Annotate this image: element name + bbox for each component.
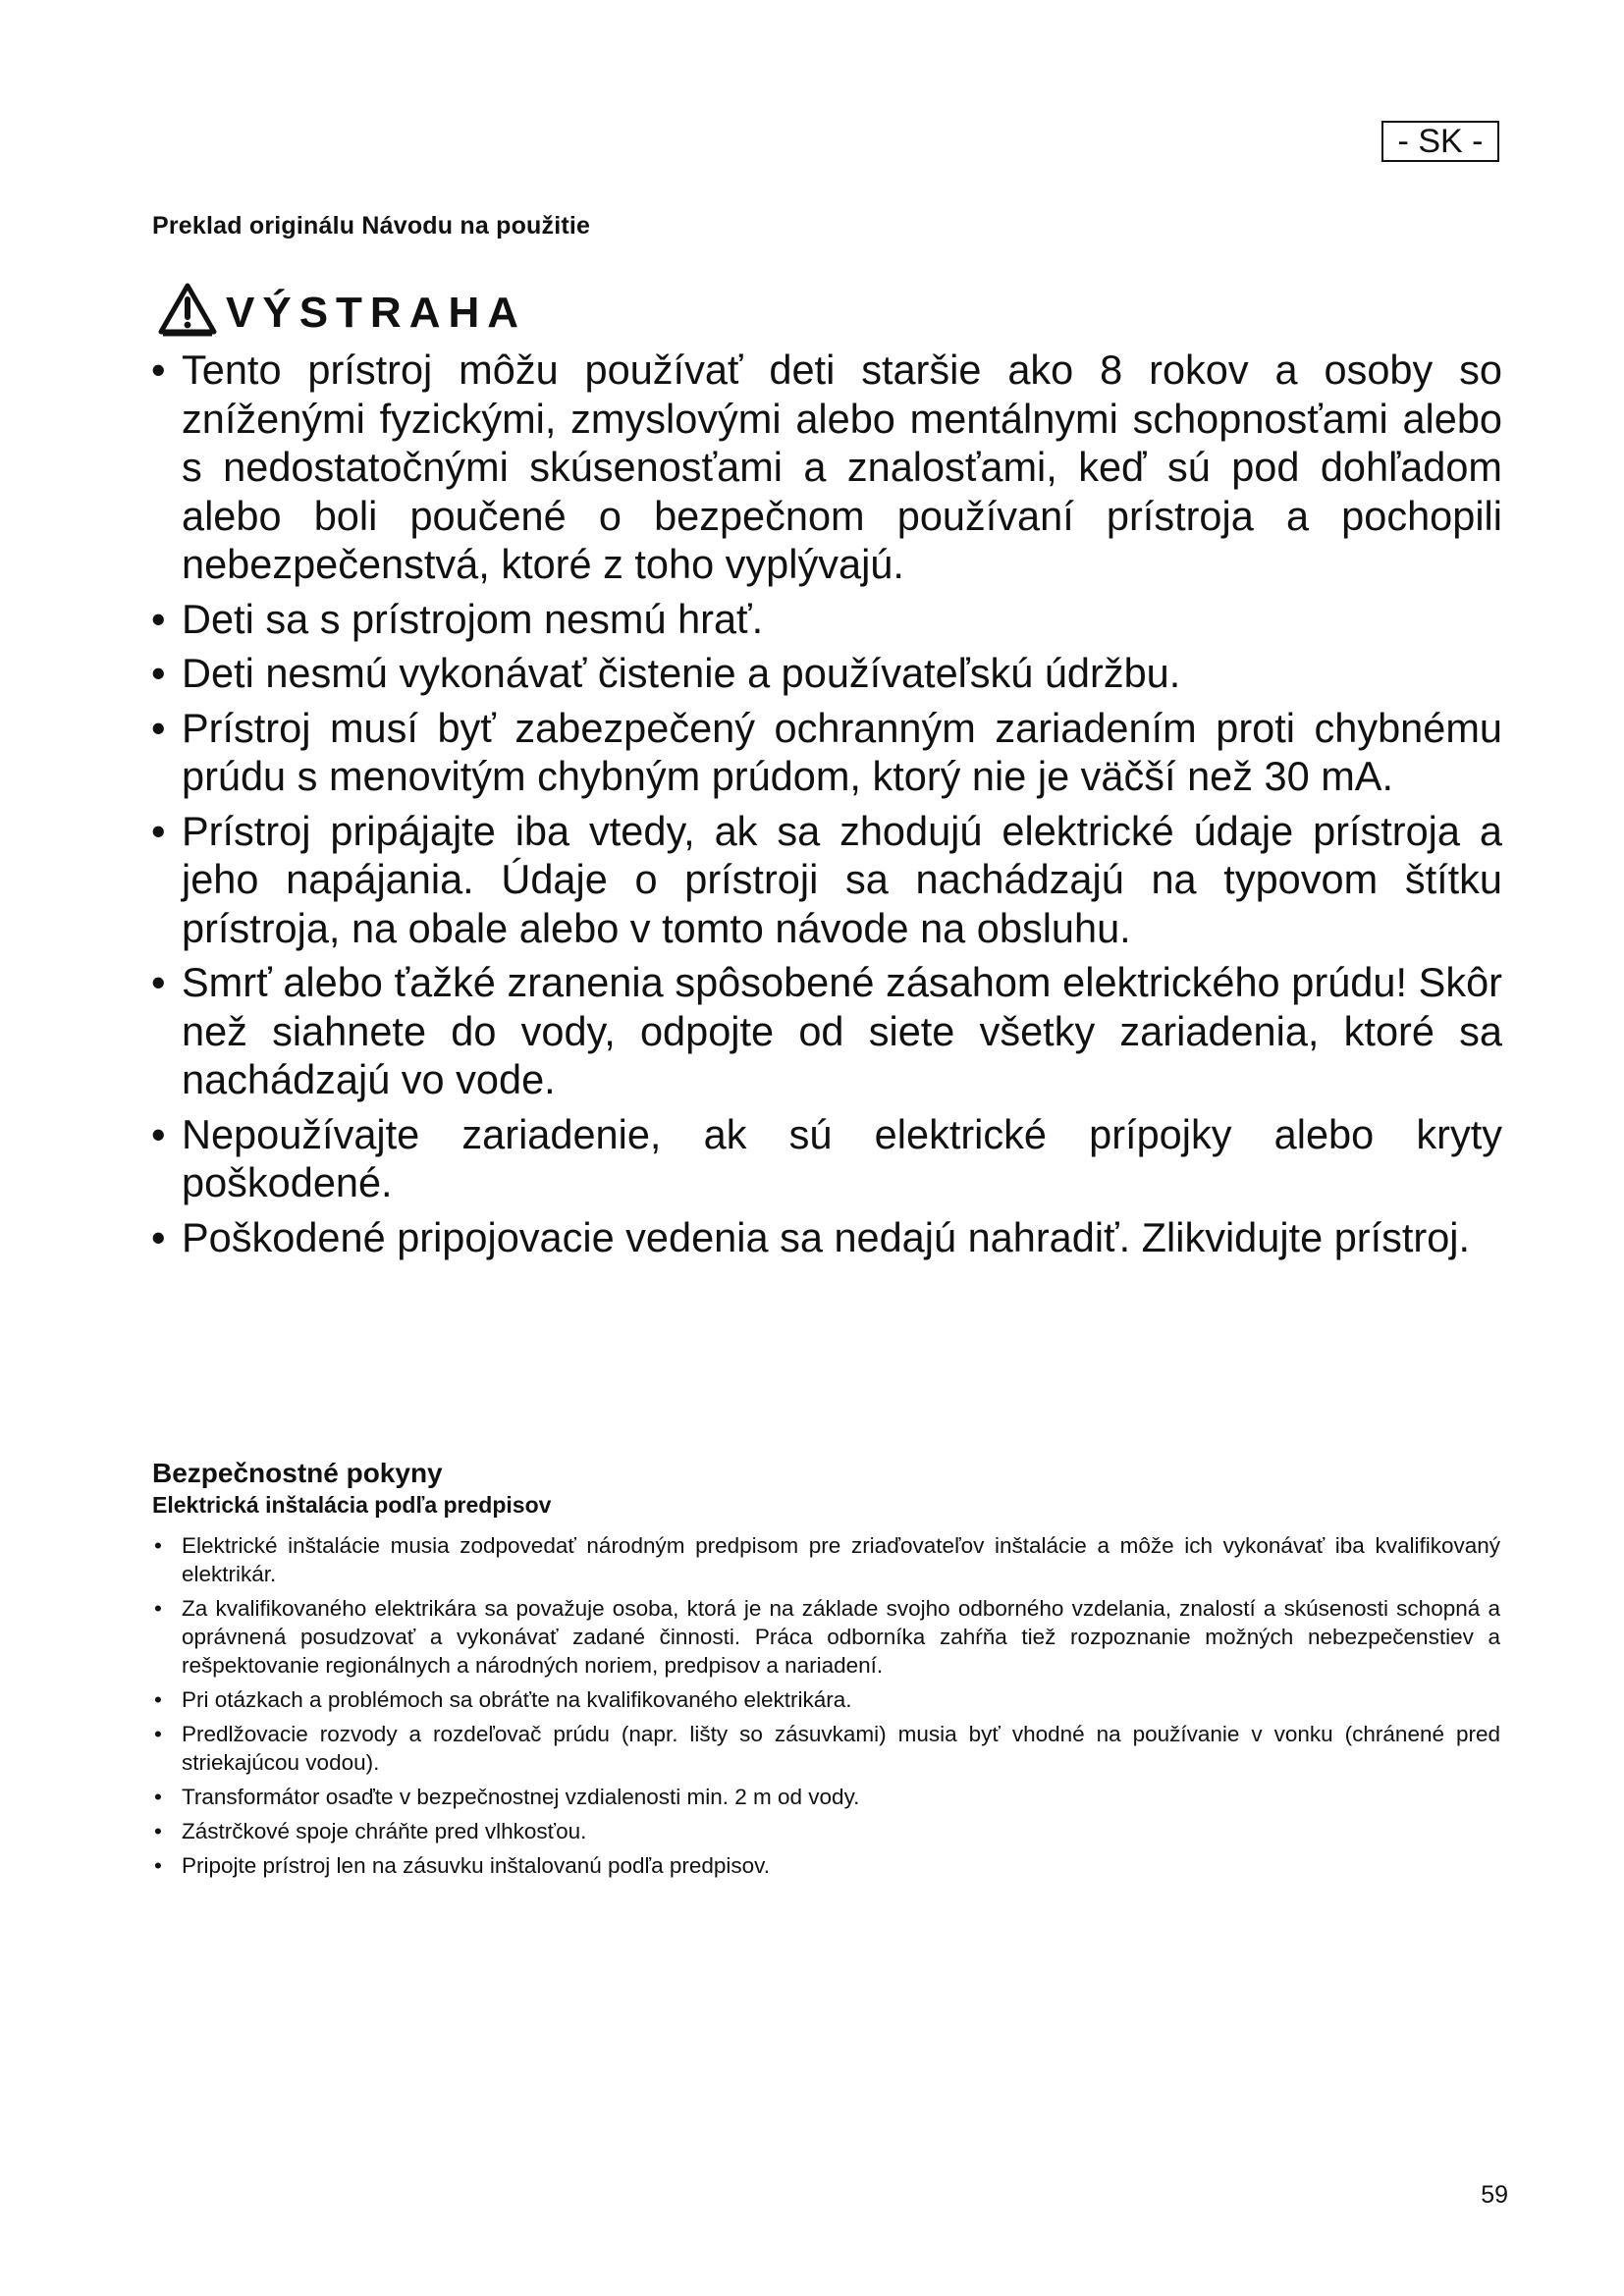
safety-item-text: Pripojte prístroj len na zásuvku inštalovanú podľa predpisov.: [182, 1853, 770, 1878]
warning-item-text: Deti nesmú vykonávať čistenie a používateľskú údržbu.: [182, 650, 1181, 696]
bullet: •: [151, 1213, 166, 1260]
bullet: •: [154, 1533, 162, 1558]
warning-item: [147, 807, 1502, 953]
warning-item-text: Prístroj musí byť zabezpečený ochranným zariadením proti chybnému prúdu s menovitým chybným prúdom, ktorý nie je väčší než 30 mA.: [182, 704, 1502, 799]
bullet: •: [151, 347, 166, 393]
bullet: •: [151, 704, 166, 751]
safety-item-text: Zástrčkové spoje chráňte pred vlhkosťou.: [182, 1819, 587, 1843]
warning-title: VÝSTRAHA: [226, 289, 527, 337]
section-title: Bezpečnostné pokyny: [152, 1458, 443, 1488]
document-subtitle: Preklad originálu Návodu na použitie: [152, 212, 591, 240]
safety-item-text: Pri otázkach a problémoch sa obráťte na kvalifikovaného elektrikára.: [182, 1687, 852, 1712]
bullet: •: [154, 1853, 162, 1878]
warning-item: [147, 1110, 1502, 1207]
warning-item: [147, 1213, 1502, 1262]
section-subtitle: Elektrická inštalácia podľa predpisov: [152, 1492, 552, 1518]
language-badge: - SK -: [1381, 121, 1499, 162]
safety-item: [152, 1720, 1500, 1777]
warning-item-text: Nepoužívajte zariadenie, ak sú elektrické prípojky alebo kryty poškodené.: [182, 1110, 1502, 1205]
bullet: •: [151, 595, 166, 642]
safety-item-text: Elektrické inštalácie musia zodpovedať národným predpisom pre zriaďovateľov inštalácie a môže ich vykonávať iba kvalifikovaný elektrikár.: [182, 1533, 1500, 1586]
safety-list: [152, 1531, 1500, 1886]
bullet: •: [154, 1596, 162, 1621]
warning-item-text: Smrť alebo ťažké zranenia spôsobené zásahom elektrického prúdu! Skôr než siahnete do vody, odpojte od siete všetky zariadenia, ktoré sa nachádzajú vo vode.: [182, 959, 1502, 1102]
warning-item: [147, 958, 1502, 1104]
warning-item-text: Poškodené pripojovacie vedenia sa nedajú nahradiť. Zlikvidujte prístroj.: [182, 1213, 1471, 1260]
warning-item-text: Tento prístroj môžu používať deti staršie ako 8 rokov a osoby so zníženými fyzickými, zmyslovými alebo mentálnymi schopnosťami alebo s nedostatočnými skúsenosťami a znalosťami, keď sú pod dohľadom alebo boli poučené o bezpečnom používaní prístroja a pochopili nebezpečenstvá, ktoré z toho vyplývajú.: [182, 347, 1502, 587]
warning-heading: [157, 268, 526, 337]
bullet: •: [154, 1785, 162, 1809]
warning-item: [147, 704, 1502, 801]
warning-item: [147, 649, 1502, 698]
warning-triangle-icon: [157, 282, 218, 337]
safety-item: [152, 1851, 1500, 1880]
warning-list: [147, 346, 1502, 1267]
warning-item-text: Deti sa s prístrojom nesmú hrať.: [182, 595, 764, 642]
bullet: •: [154, 1819, 162, 1843]
warning-item: [147, 346, 1502, 589]
safety-item-text: Transformátor osaďte v bezpečnostnej vzdialenosti min. 2 m od vody.: [182, 1785, 860, 1809]
bullet: •: [154, 1722, 162, 1746]
safety-item-text: Predlžovacie rozvody a rozdeľovač prúdu (napr. lišty so zásuvkami) musia byť vhodné na používanie v vonku (chránené pred striekajúcou vodou).: [182, 1722, 1500, 1775]
warning-item: [147, 595, 1502, 644]
page-number: 59: [1481, 2181, 1508, 2209]
safety-item: [152, 1783, 1500, 1811]
warning-item-text: Prístroj pripájajte iba vtedy, ak sa zhodujú elektrické údaje prístroja a jeho napájania. Údaje o prístroji sa nachádzajú na typovom štítku prístroja, na obale alebo v tomto návode na obsluhu.: [182, 807, 1502, 951]
bullet: •: [151, 807, 166, 854]
safety-item-text: Za kvalifikovaného elektrikára sa považuje osoba, ktorá je na základe svojho odborného vzdelania, znalostí a skúsenosti schopná a oprávnená posudzovať a vykonávať zadané činnosti. Práca odborníka zahŕňa tiež rozpoznanie možných nebezpečenstiev a rešpektovanie regionálnych a národných noriem, predpisov a nariadení.: [182, 1596, 1500, 1678]
bullet: •: [151, 1110, 166, 1157]
safety-item: [152, 1817, 1500, 1845]
bullet: •: [154, 1687, 162, 1712]
safety-item: [152, 1685, 1500, 1714]
bullet: •: [151, 650, 166, 696]
bullet: •: [151, 959, 166, 1005]
safety-item: [152, 1594, 1500, 1680]
safety-item: [152, 1531, 1500, 1588]
